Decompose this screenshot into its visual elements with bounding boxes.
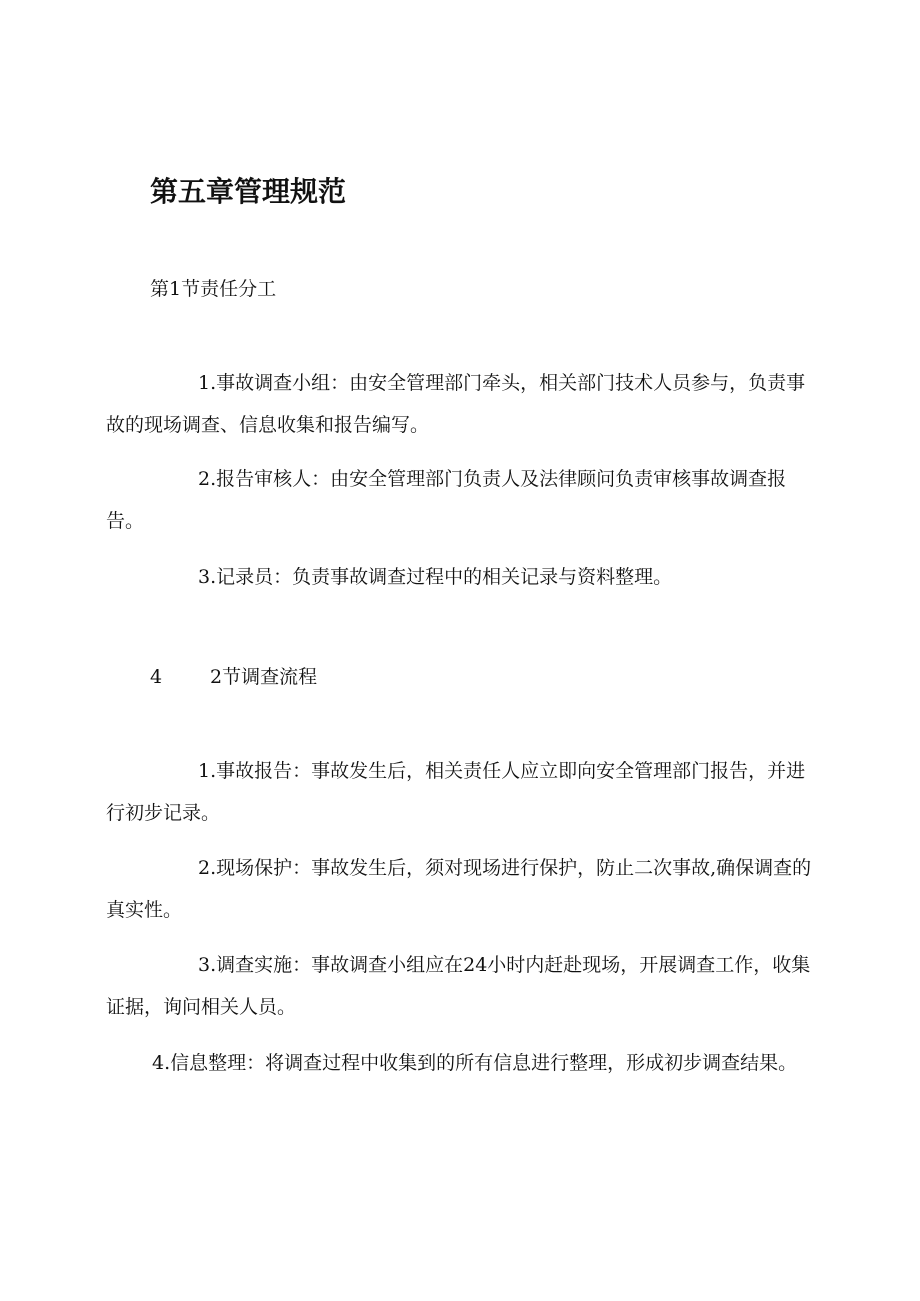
item-text: .现场保护：事故发生后，须对现场进行保护，防止二次事故,确保调查的真实性。	[106, 857, 812, 921]
item-number: 3	[198, 566, 211, 588]
section1-item-2	[106, 458, 818, 542]
item-text: .事故调查小组：由安全管理部门牵头，相关部门技术人员参与，负责事故的现场调查、信息收集和报告编写。	[106, 372, 806, 436]
section2-item-1	[106, 750, 818, 834]
item-number: 3	[198, 954, 211, 976]
item-number: 4	[152, 1052, 165, 1074]
item-number: 2	[198, 857, 211, 879]
section1-item-3	[106, 556, 818, 598]
item-text: .报告审核人：由安全管理部门负责人及法律顾问负责审核事故调查报告。	[106, 468, 787, 532]
item-text: .调查实施：事故调查小组应在24小时内赶赴现场，开展调查工作，收集证据，询问相关人员。	[106, 954, 811, 1018]
section2-item-2	[106, 847, 818, 931]
item-number: 1	[198, 372, 211, 394]
item-text: .信息整理：将调查过程中收集到的所有信息进行整理，形成初步调查结果。	[164, 1052, 798, 1074]
item-text: .记录员：负责事故调查过程中的相关记录与资料整理。	[210, 566, 673, 588]
section2-item-4	[106, 1042, 818, 1084]
chapter-title: 第五章管理规范	[150, 175, 347, 208]
section-title-investigation-process	[150, 662, 317, 689]
section2-item-3	[106, 944, 818, 1028]
section-title-responsibilities: 第1节责任分工	[150, 278, 277, 300]
item-text: .事故报告：事故发生后，相关责任人应立即向安全管理部门报告，并进行初步记录。	[106, 760, 806, 824]
section-title-text: 2节调查流程	[210, 666, 318, 688]
item-number: 2	[198, 468, 211, 490]
item-number: 1	[198, 760, 211, 782]
section1-item-1	[106, 362, 818, 446]
section-number: 4	[150, 666, 163, 688]
